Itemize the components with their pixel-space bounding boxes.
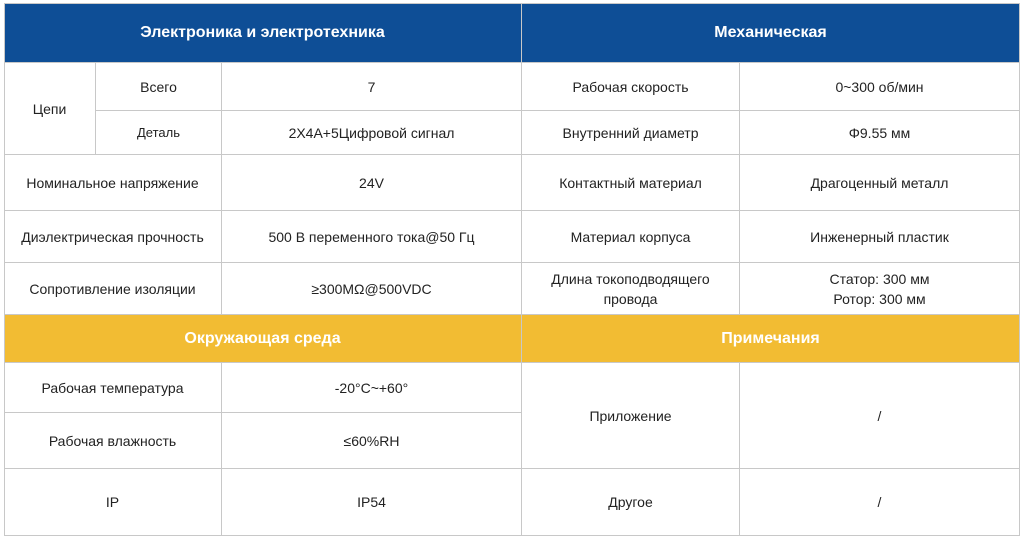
- application-value: /: [740, 363, 1020, 469]
- lead-length-label-line2: провода: [603, 290, 658, 307]
- temperature-value: -20°C~+60°: [222, 363, 522, 413]
- speed-value: 0~300 об/мин: [740, 63, 1020, 111]
- lead-length-stator: Статор: 300 мм: [829, 270, 930, 287]
- header-electronics: Электроника и электротехника: [4, 3, 522, 63]
- inner-diameter-label: Внутренний диаметр: [522, 111, 740, 155]
- lead-length-label: [522, 263, 740, 315]
- rated-voltage-value: 24V: [222, 155, 522, 211]
- dielectric-label: Диэлектрическая прочность: [4, 211, 222, 263]
- header-mechanical: Механическая: [522, 3, 1020, 63]
- humidity-value: ≤60%RH: [222, 413, 522, 469]
- spec-table: [4, 3, 1020, 536]
- insulation-label: Сопротивление изоляции: [4, 263, 222, 315]
- inner-diameter-value: Φ9.55 мм: [740, 111, 1020, 155]
- speed-label: Рабочая скорость: [522, 63, 740, 111]
- temperature-label: Рабочая температура: [4, 363, 222, 413]
- other-label: Другое: [522, 469, 740, 536]
- contact-material-label: Контактный материал: [522, 155, 740, 211]
- application-label: Приложение: [522, 363, 740, 469]
- housing-material-value: Инженерный пластик: [740, 211, 1020, 263]
- total-label: Всего: [96, 63, 222, 111]
- insulation-value: ≥300MΩ@500VDC: [222, 263, 522, 315]
- lead-length-value: [740, 263, 1020, 315]
- lead-length-rotor: Ротор: 300 мм: [833, 290, 926, 307]
- header-environment: Окружающая среда: [4, 315, 522, 363]
- detail-label: Деталь: [96, 111, 222, 155]
- circuits-label: Цепи: [4, 63, 96, 155]
- dielectric-value: 500 В переменного тока@50 Гц: [222, 211, 522, 263]
- lead-length-label-line1: Длина токоподводящего: [551, 270, 710, 287]
- contact-material-value: Драгоценный металл: [740, 155, 1020, 211]
- humidity-label: Рабочая влажность: [4, 413, 222, 469]
- header-notes: Примечания: [522, 315, 1020, 363]
- detail-value: 2X4A+5Цифровой сигнал: [222, 111, 522, 155]
- ip-value: IP54: [222, 469, 522, 536]
- other-value: /: [740, 469, 1020, 536]
- ip-label: IP: [4, 469, 222, 536]
- housing-material-label: Материал корпуса: [522, 211, 740, 263]
- rated-voltage-label: Номинальное напряжение: [4, 155, 222, 211]
- total-value: 7: [222, 63, 522, 111]
